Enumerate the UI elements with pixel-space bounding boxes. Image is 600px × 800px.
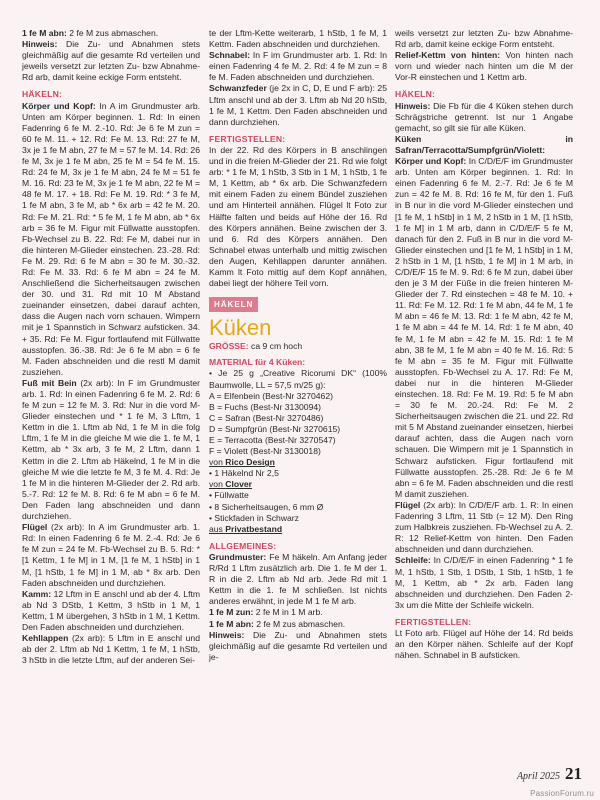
- material-item: A = Elfenbein (Best-Nr 3270462): [209, 390, 333, 401]
- paragraph: Schnabel: In F im Grundmuster arb. 1. Rd: In einen Fadenring 4 fe M. 2. Rd: 4 fe M zun = 8 fe M. Faden abschneiden und durchziehen.: [209, 50, 387, 83]
- paragraph: Körper und Kopf: In A im Grundmuster arb. Unten am Körper beginnen. 1. Rd: In einen Fadenring 6 fe M. 2.-10. Rd: Je 6 fe M zun = 60 fe M. 11. + 12. Rd: Fe M. 13. Rd: 27 fe M, 3x je 1 fe M abn, 27 fe M = 57 fe M. 14. Rd: 26 fe M, 3x je 1 fe M abn, 25 fe M = 54 fe M. 15. Rd: 24 fe M, 3x je 1 fe M abn, 24 fe M = 51 fe M. 16. Rd: 23 fe M, 3x je 1 fe M abn, 22 fe M = 48 fe M. 17. + 18. Rd: Fe M. 19. Rd: * 3 fe M, 1 fe M abn, 3 fe M, ab * 6x arb = 42 fe M. 20. Rd: Fe M. 21. Rd: * 5 fe M, 1 fe M abn, ab * 6x arb = 36 fe M. Figur mit Füllwatte ausstopfen. Fb-Wechsel zu B. 22. Rd: Fe M, dabei nur in die hinteren M-Glieder einstechen. 23.-28. Rd: Fe M. 29. Rd: 6 fe M abn = 30 fe M. 30.-32. Rd: Fe M. 33. Rd: 6 fe M abn = 24 fe M. Anschließend die Sicherheitsaugen zwischen der 30. und 31. Rd mit 10 M Abstand zueinander einsetzen, dabei darauf achten, dass die Augen nach vorn schauen. Wimpern mit je 1 Spannstich in Schwarz aufsticken. 34. + 35. Rd: Fe M. Figur fortlaufend mit Füllwatte ausstopfen. 36.-38. Rd: Je 6 fe M abn = 6 fe M. Faden abschneiden und die restl M damit zusziehen.: [22, 100, 200, 377]
- paragraph-label: Küken in Safran/Terracotta/Sumpfgrün/Violett:: [395, 133, 573, 155]
- column-3: [395, 28, 573, 661]
- paragraph: Fuß mit Bein (2x arb): In F im Grundmuster arb. 1. Rd: In einen Fadenring 6 fe M. 2. Rd: 6 fe M zun = 12 fe M. 3. Rd: Nur in die vord M-Glieder einstechen und * 1 fe M, 3 Lftm, 1 Kettm in die 1. Lftm ab Nd, 1 fe M in die folg Lftm, 1 fe M in die gleiche M wie die 1. fe M, 1 Kettm, ab * 3x arb, 3 fe M, 2 Lftm, dann 1 Kettm in die 2. Lftm ab Häkelnd, 1 fe M in die gleiche M wie die letzte fe M, 3 fe M. 4. Rd: Je 1 fe M in die hinteren M-Glieder der 2. Rd arb. 5.-7. Rd: 12 fe M. 8. Rd: 6 fe M abn = 6 fe M. Den Faden lang abschneiden und dann durchziehen.: [22, 377, 200, 522]
- material-item: aus Privatbestand: [209, 523, 283, 534]
- paragraph: Schwanzfeder (je 2x in C, D, E und F arb): 25 Lftm anschl und ab der 3. Lftm ab Nd 20 hStb, 1 fe M, 1 Kettm. Den Faden abschneiden und dann durchziehen.: [209, 83, 387, 127]
- section-heading: HÄKELN:: [395, 89, 436, 100]
- paragraph-label: Kehllappen: [22, 633, 69, 644]
- paragraph: te der Lftm-Kette weiterarb, 1 hStb, 1 fe M, 1 Kettm. Faden abschneiden und durchziehen.: [209, 28, 387, 50]
- paragraph-label: Hinweis:: [22, 39, 58, 50]
- paragraph-label: 1 fe M abn:: [22, 28, 67, 38]
- size-label: GRÖSSE:: [209, 341, 249, 352]
- column-2: [209, 28, 387, 663]
- material-item: D = Sumpfgrün (Best-Nr 3270615): [209, 423, 341, 434]
- section-heading: FERTIGSTELLEN:: [395, 616, 472, 627]
- paragraph-label: Hinweis:: [395, 100, 431, 111]
- size-line: [209, 341, 387, 352]
- supplier-name: Rico Design: [225, 457, 275, 468]
- paragraph-label: Fuß mit Bein: [22, 377, 77, 388]
- paragraph-label: Flügel: [395, 499, 421, 510]
- column-2-top-text: [209, 28, 387, 289]
- pattern-title: Küken: [209, 315, 272, 341]
- material-item: • Füllwatte: [209, 490, 249, 501]
- material-item: • Je 25 g „Creative Ricorumi DK“ (100% Baumwolle, LL = 57,5 m/25 g):: [209, 368, 387, 390]
- paragraph-label: Schnabel:: [209, 50, 251, 61]
- paragraph: Hinweis: Die Zu- und Abnahmen stets gleichmäßig auf die gesamte Rd verteilen und je-: [209, 629, 387, 662]
- supplier-name: Clover: [225, 479, 252, 490]
- material-item: B = Fuchs (Best-Nr 3130094): [209, 401, 322, 412]
- material-item: von Clover: [209, 479, 252, 490]
- section-heading: HÄKELN:: [22, 89, 63, 100]
- material-item: von Rico Design: [209, 457, 275, 468]
- paragraph-label: Körper und Kopf:: [395, 156, 467, 167]
- material-list: [209, 368, 387, 534]
- paragraph: In der 22. Rd des Körpers in B anschlingen und in die freien M-Glieder der 21. Rd wie folgt arb: * 1 fe M, 1 hStb, 3 Stb in 1 M, 1 hStb, 1 fe M, 1 Kettm, ab * 6x arb. Die Schwanzfedern mit einem Faden zu einem Bündel zusziehen und am Hinterteil annähen. Flügel lt Foto zur Hälfte falten und beids auf Höhe der 16. Rd des Körpers annähen. Beine zwischen der 3. und 6. Rd des Körpers annähen. Den Schnabel etwas unterhalb und mittig zwischen den Augen, Kehllappen darunter annähen. Kamm lt Foto mittig auf dem Kopf annähen, dabei liegt der höhere Teil vorn.: [209, 144, 387, 289]
- issue-date: April 2025: [516, 771, 560, 782]
- material-item: • 1 Häkelnd Nr 2,5: [209, 468, 279, 479]
- paragraph-label: Schwanzfeder: [209, 83, 267, 94]
- section-heading: ALLGEMEINES:: [209, 540, 277, 551]
- paragraph: Hinweis: Die Fb für die 4 Küken stehen durch Schrägstriche getrennt. Ist nur 1 Angabe gemacht, so gilt sie für alle Küken.: [395, 100, 573, 133]
- material-item: • Stickfaden in Schwarz: [209, 512, 299, 523]
- material-item: C = Safran (Best-Nr 3270486): [209, 412, 324, 423]
- paragraph: Körper und Kopf: In C/D/E/F im Grundmuster arb. Unten am Körper beginnen. 1. Rd: In einen Fadenring 6 fe M. 2.-7. Rd: Je 6 fe M zun = 42 fe M. 8. Rd: 16 fe M, für den 1. Fuß in B nur in die vord M-Glieder einstechen und [1 fe M, 1 hStb] in 1 M, 2 hStb in 1 M, [1 hStb, 1 fe M] in 1 M arb, dann in C/D/E/F 5 fe M, danach für den 2. Fuß in B nur in die vord M-Glieder einstechen und [1 fe M, 1 hStb] in 1 M, 2 hStb in 1 M, [1 hStb, 1 fe M] in 1 M arb, in C/D/E/F 15 fe M. 9. Rd: 6 fe M zun, dabei über den je 3 M der Füße in die freien hinteren M-Glieder der 7. Rd einstechen = 48 fe M. 10. + 11. Rd: Fe M. 12. Rd: 1 fe M abn, 44 fe M, 1 fe M abn = 46 fe M. 13. Rd: 1 fe M abn, 42 fe M, 1 fe M abn = 44 fe M. 14. Rd: 1 fe M abn, 40 fe M, 1 fe M abn = 42 fe M. 15. Rd: 1 fe M abn, 38 fe M, 1 fe M abn = 40 fe M. 16. Rd: 5 fe M abn = 35 fe M. Figur mit Füllwatte ausstopfen. Fb-Wechsel zu A. 17. Rd: Fe M, dabei nur in die hinteren M-Glieder einstechen. 18. Rd: Fe M. 19. Rd: 5 fe M abn = 30 fe M. 20.-24. Rd: Fe M. 2 Sicherheitsaugen zwischen die 21. und 22. Rd mit 5 M Abstand zueinander einsetzen, hierbei darauf achten, dass die Augen nach vorn schauen. Die Wimpern mit je 1 Spannstich in Schwarz aufsticken. Figur fortlaufend mit Füllwatte ausstopfen. 25.-28. Rd: Je 6 fe M abn = 6 fe M. Faden abschneiden und die restl M damit zusziehen.: [395, 156, 573, 499]
- paragraph: 1 fe M abn: 2 fe M zus abmaschen.: [209, 618, 346, 629]
- section-tag: HÄKELN: [209, 297, 258, 312]
- paragraph: Relief-Kettm von hinten: Von hinten nach vorn und wieder nach hinten um die M der Vor-R einstechen und 1 Kettm arb.: [395, 50, 573, 83]
- material-heading: MATERIAL für 4 Küken:: [209, 357, 306, 368]
- paragraph-label: Grundmuster:: [209, 551, 267, 562]
- size-value: ca 9 cm hoch: [251, 341, 303, 352]
- watermark: PassionForum.ru: [530, 789, 594, 798]
- paragraph: Hinweis: Die Zu- und Abnahmen stets gleichmäßig auf die gesamte Rd verteilen und jeweils versetzt zur letzten Zu- bzw Abnahme-Rd arb, damit keine eckige Form entsteht.: [22, 39, 200, 83]
- paragraph-label: Kamm:: [22, 588, 52, 599]
- paragraph: Flügel (2x arb): In A im Grundmuster arb. 1. Rd: In einen Fadenring 6 fe M. 2.-4. Rd: Je 6 fe M zun = 24 fe M. Fb-Wechsel zu B. 5. Rd: * [1 Kettm, 1 fe M] in 1 M, [1 fe M, 1 hStb] in 1 M, [1 hStb, 1 fe M] in 1 M, ab * 8x arb. Den Faden abschneiden und durchziehen.: [22, 522, 200, 588]
- paragraph-label: Relief-Kettm von hinten:: [395, 50, 501, 61]
- paragraph: weils versetzt zur letzten Zu- bzw Abnahme-Rd arb, damit keine eckige Form entsteht.: [395, 28, 573, 50]
- paragraph: [395, 134, 573, 156]
- supplier-name: Privatbestand: [225, 523, 283, 534]
- paragraph-label: Schleife:: [395, 555, 431, 566]
- material-item: E = Terracotta (Best-Nr 3270547): [209, 435, 336, 445]
- paragraph: 1 fe M abn: 2 fe M zus abmaschen.: [22, 28, 159, 38]
- paragraph: Grundmuster: Fe M häkeln. Am Anfang jeder R/Rd 1 Lftm zusätzlich arb. Die 1. fe M der 1. R in die 2. Lftm ab Nd arb. Jede Rd mit 1 Kettm in die 1. fe M schließen. Ist nichts anderes erwähnt, in jede M 1 fe M arb.: [209, 551, 387, 607]
- paragraph-label: Hinweis:: [209, 629, 245, 640]
- section-heading: FERTIGSTELLEN:: [209, 133, 286, 144]
- paragraph-label: 1 fe M abn:: [209, 618, 254, 629]
- material-item: F = Violett (Best-Nr 3130018): [209, 446, 321, 457]
- page-footer: [517, 764, 582, 784]
- paragraph: 1 fe M zun: 2 fe M in 1 M arb.: [209, 607, 323, 618]
- paragraph: Lt Foto arb. Flügel auf Höhe der 14. Rd beids an den Körper nähen. Schleife auf der Kopf nähen. Schnabel in B aufsticken.: [395, 627, 573, 661]
- paragraph: Kehllappen (2x arb): 5 Lftm in E anschl und ab der 2. Lftm ab Nd 1 Kettm, 1 fe M, 1 hStb, 3 hStb in die letzte Lftm, auf der anderen Sei-: [22, 633, 200, 666]
- paragraph: Flügel (2x arb): In C/D/E/F arb. 1. R: In einen Fadenring 3 Lftm, 11 Stb (= 12 M). Den Ring zum Halbkreis zusziehen. Fb-Wechsel zu A. 2. R: 12 Relief-Kettm von hinten. Den Faden abschneiden und dann durchziehen.: [395, 499, 573, 555]
- paragraph: Kamm: 12 Lftm in E anschl und ab der 4. Lftm ab Nd 3 DStb, 1 Kettm, 3 hStb in 1 M, 1 Kettm, 1 M übergehen, 3 hStb in 1 M, 1 Kettm. Den Faden abschneiden und durchziehen.: [22, 588, 200, 632]
- paragraph-label: Flügel: [22, 522, 48, 533]
- paragraph: Schleife: In C/D/E/F in einen Fadenring * 1 fe M, 1 hStb, 1 Stb, 1 DStb, 1 Stb, 1 hStb, 1 fe M, 1 Kettm, ab * 2x arb. Faden lang abschneiden und durchziehen. Den Faden 2-3x um die Mitte der Schleife wickeln.: [395, 555, 573, 610]
- page-number: 21: [565, 764, 582, 783]
- column-1: [22, 28, 200, 666]
- paragraph-label: Körper und Kopf:: [22, 100, 96, 111]
- material-item: • 8 Sicherheitsaugen, 6 mm Ø: [209, 501, 324, 512]
- column-2-bottom-text: [209, 541, 387, 663]
- paragraph-label: 1 fe M zun:: [209, 607, 254, 618]
